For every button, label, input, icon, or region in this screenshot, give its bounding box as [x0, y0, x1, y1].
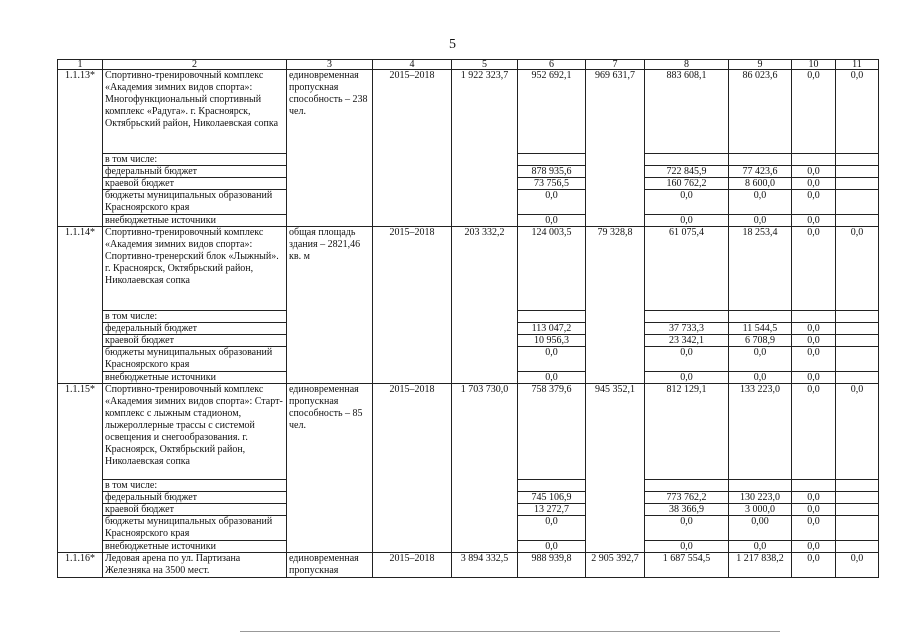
value-cell: 0,0: [792, 553, 836, 578]
empty-cell: [836, 166, 879, 178]
value-cell: 18 253,4: [729, 227, 792, 311]
value-cell: 1 217 838,2: [729, 553, 792, 578]
header-cell: 9: [729, 60, 792, 70]
value-cell: 0,0: [792, 323, 836, 335]
value-cell: 952 692,1: [518, 70, 586, 154]
value-cell: 0,0: [729, 347, 792, 372]
sub-label: бюджеты муниципальных образований Красноярского края: [103, 516, 287, 541]
header-row: [58, 60, 879, 70]
sub-label: краевой бюджет: [103, 178, 287, 190]
empty-cell: [645, 311, 729, 323]
empty-cell: [836, 347, 879, 372]
bottom-rule: [240, 631, 780, 632]
value-cell: 0,0: [645, 190, 729, 215]
value-cell: 0,0: [792, 190, 836, 215]
empty-cell: [836, 541, 879, 553]
value-cell: 6 708,9: [729, 335, 792, 347]
value-cell: 988 939,8: [518, 553, 586, 578]
empty-cell: [729, 311, 792, 323]
empty-cell: [792, 154, 836, 166]
value-cell: 37 733,3: [645, 323, 729, 335]
header-cell: 4: [373, 60, 452, 70]
value-cell: 8 600,0: [729, 178, 792, 190]
value-cell: 61 075,4: [645, 227, 729, 311]
header-cell: 11: [836, 60, 879, 70]
sub-label: федеральный бюджет: [103, 166, 287, 178]
value-cell: 0,0: [792, 372, 836, 384]
header-cell: 6: [518, 60, 586, 70]
value-cell: 13 272,7: [518, 504, 586, 516]
sub-label: в том числе:: [103, 154, 287, 166]
value-cell: 0,0: [792, 215, 836, 227]
empty-cell: [836, 516, 879, 541]
empty-cell: [836, 190, 879, 215]
value-cell: 11 544,5: [729, 323, 792, 335]
value-cell: 0,0: [792, 70, 836, 154]
value-cell: 0,0: [518, 215, 586, 227]
empty-cell: [729, 480, 792, 492]
empty-cell: [729, 154, 792, 166]
empty-cell: [645, 154, 729, 166]
object-name: Спортивно-тренировочный комплекс «Академия зимних видов спорта»: Старт-комплекс с лыжным стадионом, лыжероллерные трассы с системой освещения и снегообразования. г. Красноярск, Октябрьский район, Николаевская сопка: [103, 384, 287, 480]
value-cell: 3 894 332,5: [452, 553, 518, 578]
value-cell: 0,0: [792, 541, 836, 553]
row-id: 1.1.16*: [58, 553, 103, 578]
table-row: [58, 70, 879, 154]
value-cell: 160 762,2: [645, 178, 729, 190]
page-number: 5: [449, 37, 456, 52]
header-cell: 3: [287, 60, 373, 70]
value-cell: 0,0: [792, 384, 836, 480]
value-cell: 133 223,0: [729, 384, 792, 480]
value-cell: 130 223,0: [729, 492, 792, 504]
empty-cell: [836, 492, 879, 504]
value-cell: 0,0: [729, 215, 792, 227]
value-cell: 77 423,6: [729, 166, 792, 178]
value-cell: 86 023,6: [729, 70, 792, 154]
table-row: [58, 553, 879, 578]
budget-table: [57, 59, 879, 578]
value-cell: 73 756,5: [518, 178, 586, 190]
value-cell: 0,0: [792, 492, 836, 504]
empty-cell: [836, 323, 879, 335]
value-cell: 2 905 392,7: [586, 553, 645, 578]
value-cell: 0,0: [518, 516, 586, 541]
value-cell: 1 703 730,0: [452, 384, 518, 553]
value-cell: 0,0: [792, 516, 836, 541]
value-cell: 0,0: [729, 190, 792, 215]
value-cell: 0,0: [792, 178, 836, 190]
period: 2015–2018: [373, 553, 452, 578]
empty-cell: [792, 480, 836, 492]
object-name: Ледовая арена по ул. Партизана Железняка на 3500 мест.: [103, 553, 287, 578]
value-cell: 124 003,5: [518, 227, 586, 311]
value-cell: 812 129,1: [645, 384, 729, 480]
capacity: единовременная пропускная способность – 238 чел.: [287, 70, 373, 227]
value-cell: 0,0: [518, 347, 586, 372]
table-row: [58, 384, 879, 480]
object-name: Спортивно-тренировочный комплекс «Академия зимних видов спорта»: Многофункциональный спортивный комплекс «Радуга». г. Красноярск, Октябрьский район, Николаевская сопка: [103, 70, 287, 154]
value-cell: 10 956,3: [518, 335, 586, 347]
header-cell: 1: [58, 60, 103, 70]
sub-label: внебюджетные источники: [103, 541, 287, 553]
capacity: единовременная пропускная способность – 85 чел.: [287, 384, 373, 553]
value-cell: 0,0: [645, 215, 729, 227]
value-cell: 0,0: [518, 190, 586, 215]
empty-cell: [836, 215, 879, 227]
empty-cell: [645, 480, 729, 492]
row-id: 1.1.13*: [58, 70, 103, 227]
value-cell: 0,0: [792, 227, 836, 311]
value-cell: 23 342,1: [645, 335, 729, 347]
value-cell: 203 332,2: [452, 227, 518, 384]
sub-label: федеральный бюджет: [103, 492, 287, 504]
value-cell: 0,0: [836, 227, 879, 311]
empty-cell: [836, 311, 879, 323]
value-cell: 745 106,9: [518, 492, 586, 504]
empty-cell: [518, 154, 586, 166]
value-cell: 3 000,0: [729, 504, 792, 516]
empty-cell: [836, 154, 879, 166]
capacity: общая площадь здания – 2821,46 кв. м: [287, 227, 373, 384]
value-cell: 969 631,7: [586, 70, 645, 227]
value-cell: 0,0: [836, 70, 879, 154]
sub-label: федеральный бюджет: [103, 323, 287, 335]
value-cell: 722 845,9: [645, 166, 729, 178]
empty-cell: [518, 311, 586, 323]
empty-cell: [836, 504, 879, 516]
capacity: единовременная пропускная: [287, 553, 373, 578]
value-cell: 0,0: [792, 347, 836, 372]
value-cell: 758 379,6: [518, 384, 586, 480]
value-cell: 0,0: [729, 541, 792, 553]
row-id: 1.1.14*: [58, 227, 103, 384]
sub-label: внебюджетные источники: [103, 372, 287, 384]
header-cell: 2: [103, 60, 287, 70]
value-cell: 0,0: [645, 347, 729, 372]
value-cell: 0,0: [792, 504, 836, 516]
value-cell: 113 047,2: [518, 323, 586, 335]
object-name: Спортивно-тренировочный комплекс «Академия зимних видов спорта»: Спортивно-тренерский блок «Лыжный». г. Красноярск, Октябрьский район, Николаевская сопка: [103, 227, 287, 311]
sub-label: бюджеты муниципальных образований Красноярского края: [103, 347, 287, 372]
value-cell: 0,0: [792, 166, 836, 178]
value-cell: 0,0: [792, 335, 836, 347]
value-cell: 945 352,1: [586, 384, 645, 553]
header-cell: 8: [645, 60, 729, 70]
value-cell: 878 935,6: [518, 166, 586, 178]
row-id: 1.1.15*: [58, 384, 103, 553]
value-cell: 0,0: [729, 372, 792, 384]
value-cell: 773 762,2: [645, 492, 729, 504]
value-cell: 0,0: [836, 553, 879, 578]
value-cell: 0,0: [836, 384, 879, 480]
empty-cell: [792, 311, 836, 323]
value-cell: 883 608,1: [645, 70, 729, 154]
value-cell: 0,00: [729, 516, 792, 541]
sub-label: в том числе:: [103, 311, 287, 323]
empty-cell: [836, 480, 879, 492]
period: 2015–2018: [373, 384, 452, 553]
value-cell: 1 687 554,5: [645, 553, 729, 578]
value-cell: 0,0: [645, 541, 729, 553]
sub-label: краевой бюджет: [103, 504, 287, 516]
value-cell: 0,0: [645, 516, 729, 541]
period: 2015–2018: [373, 70, 452, 227]
value-cell: 0,0: [518, 541, 586, 553]
sub-label: бюджеты муниципальных образований Красноярского края: [103, 190, 287, 215]
header-cell: 5: [452, 60, 518, 70]
value-cell: 0,0: [645, 372, 729, 384]
value-cell: 79 328,8: [586, 227, 645, 384]
sub-label: в том числе:: [103, 480, 287, 492]
header-cell: 10: [792, 60, 836, 70]
value-cell: 0,0: [518, 372, 586, 384]
empty-cell: [836, 335, 879, 347]
empty-cell: [518, 480, 586, 492]
empty-cell: [836, 178, 879, 190]
value-cell: 38 366,9: [645, 504, 729, 516]
empty-cell: [836, 372, 879, 384]
value-cell: 1 922 323,7: [452, 70, 518, 227]
period: 2015–2018: [373, 227, 452, 384]
header-cell: 7: [586, 60, 645, 70]
table-row: [58, 227, 879, 311]
sub-label: краевой бюджет: [103, 335, 287, 347]
sub-label: внебюджетные источники: [103, 215, 287, 227]
